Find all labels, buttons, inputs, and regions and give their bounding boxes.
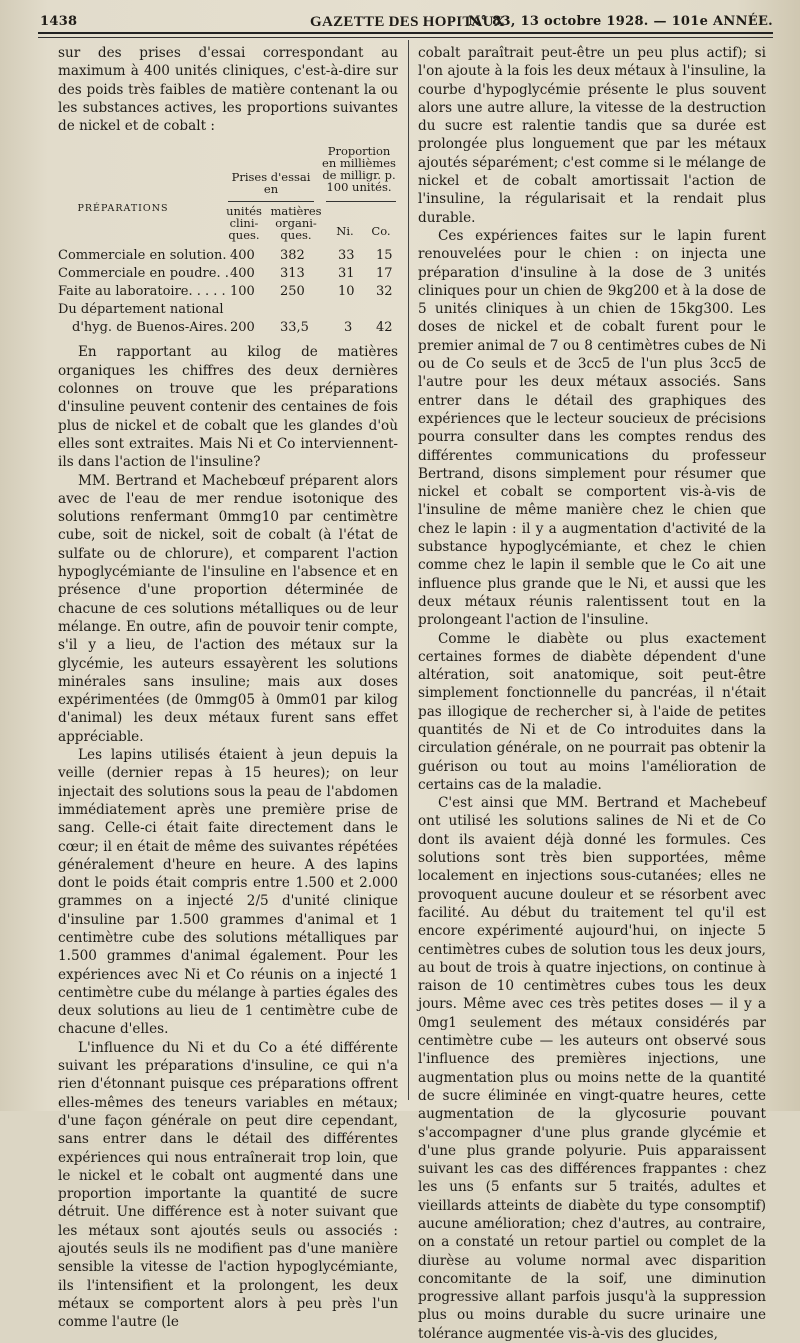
table-row — [58, 265, 398, 283]
paragraph: Comme le diabète ou plus exactement certaines formes de diabète dépendent d'une altération, soit anatomique, soit peut-être simplement fonctionnelle du pancréas, il n'était pas illogique de rechercher si, à l'aide de petites quantités de Ni et de Co introduites dans la circulation générale, on ne pourrait pas obtenir la guérison ou tout au moins l'amélioration de certains cas de la maladie. — [418, 630, 766, 793]
header-rule — [228, 201, 314, 202]
col-header-co: Co. — [371, 224, 391, 239]
row-ni: 33 — [338, 248, 355, 264]
row-matieres: 313 — [280, 266, 305, 282]
table-row — [58, 247, 398, 265]
row-name: Commerciale en solution. — [58, 248, 227, 264]
header-rule-thin — [38, 37, 773, 38]
paragraph: Ces expériences faites sur le lapin furent renouvelées pour le chien : on injecta une préparation d'insuline à la dose de 3 unités cliniques pour un chien de 9kg200 et à la dose de 5 unités cliniques à un chien de 15kg300. Les doses de nickel et de cobalt furent pour le premier animal de 7 ou 8 centimètres cubes de Ni ou de Co seuls et de 3cc5 de l'un plus 3cc5 de l'autre pour les deux métaux associés. Sans entrer dans le détail des graphiques des expériences que le lecteur soucieux de précisions pourra consulter dans les comptes rendus des différentes communications du professeur Bertrand, disons simplement pour résumer que nickel et cobalt se comportent vis-à-vis de l'insuline de même manière chez le chien que chez le lapin : il y a augmentation d'activité de la substance hypoglycémiante, et chez le chien comme chez le lapin il semble que le Co ait une influence plus grande que le Ni, et aussi que les deux métaux réunis ralentissent tout en la prolongeant l'action de l'insuline. — [418, 227, 766, 629]
page-number: 1438 — [40, 14, 78, 29]
row-name: Faite au laboratoire. . . . . — [58, 284, 226, 300]
nickel-cobalt-table — [58, 141, 398, 336]
left-column — [58, 44, 398, 1332]
table-row — [58, 283, 398, 301]
paragraph: Les lapins utilisés étaient à jeun depuis la veille (dernier repas à 15 heures); on leur injectait des solutions sous la peau de l'abdomen immédiatement après une première prise de sang. Celle-ci était faite directement dans le cœur; il en était de même des suivantes répétées généralement d'heure en heure. A des lapins dont le poids était compris entre 1.500 et 2.000 grammes on a injecté 2/5 d'unité clinique d'insuline par 1.500 grammes d'animal et 1 centimètre cube des solutions métalliques par 1.500 grammes d'animal également. Pour les expériences avec Ni et Co réunis on a injecté 1 centimètre cube du mélange à parties égales des deux solutions au lieu de 1 centimètre cube de chacune d'elles. — [58, 747, 398, 1038]
row-matieres: 382 — [280, 248, 305, 264]
row-unites: 400 — [230, 266, 255, 282]
header-rule — [38, 32, 773, 34]
col-header-ni: Ni. — [336, 224, 354, 239]
paragraph: En rapportant au kilog de matières organiques les chiffres des deux dernières colonnes on trouve que les préparations d'insuline peuvent contenir des centaines de fois plus de nickel et de cobalt que les glandes d'où elles sont extraites. Mais Ni et Co interviennent-ils dans l'action de l'insuline? — [58, 344, 398, 471]
row-matieres: 250 — [280, 284, 305, 300]
row-unites: 400 — [230, 248, 255, 264]
row-name: Du département national — [58, 302, 224, 318]
row-name: d'hyg. de Buenos-Aires. — [72, 320, 228, 336]
row-ni: 31 — [338, 266, 355, 282]
row-name: Commerciale en poudre. . — [58, 266, 229, 282]
issue-info: N° 83, 13 octobre 1928. — 101e ANNÉE. — [468, 14, 773, 29]
col-header-preparations: PRÉPARATIONS — [77, 203, 169, 215]
row-co: 32 — [376, 284, 393, 300]
table-row — [58, 319, 398, 337]
column-divider — [408, 40, 409, 1100]
intro-paragraph: sur des prises d'essai correspondant au maximum à 400 unités cliniques, c'est-à-dire sur des poids très faibles de matière contenant la ou les substances actives, les proportions suivantes de nickel et de cobalt : — [58, 45, 398, 135]
row-co: 15 — [376, 248, 393, 264]
page-header — [38, 8, 773, 34]
col-header-matieres: matières organi- ques. — [270, 204, 322, 243]
publication-title: GAZETTE DES HOPITAUX — [310, 14, 505, 30]
row-ni: 10 — [338, 284, 355, 300]
row-ni: 3 — [344, 320, 353, 336]
header-rule — [326, 201, 396, 202]
col-header-proportion: Proportion en millièmes de milligr. p. 100 unités. — [322, 144, 396, 195]
paragraph: cobalt paraîtrait peut-être un peu plus actif); si l'on ajoute à la fois les deux métaux à l'insuline, la courbe d'hypoglycémie présente le plus souvent alors une autre allure, la vitesse de la destruction du sucre est ralentie tandis que sa durée est prolongée plus longuement que par les métaux ajoutés séparément; c'est comme si le mélange de nickel et de cobalt amortissait l'action de l'insuline, la régularisait et la rendait plus durable. — [418, 45, 766, 226]
paragraph: L'influence du Ni et du Co a été différente suivant les préparations d'insuline, ce qui n'a rien d'étonnant puisque ces préparations offrent elles-mêmes des teneurs variables en métaux; d'une façon générale on peut dire cependant, sans entrer dans le détail des différentes expériences qui nous entraînerait trop loin, que le nickel et le cobalt ont augmenté dans une proportion importante la quantité de sucre détruit. Une différence est à noter suivant que les métaux sont ajoutés seuls ou associés : ajoutés seuls ils ne modifient pas d'une manière sensible la vitesse de l'action hypoglycémiante, ils l'intensifient et la prolongent, les deux métaux se comportent alors à peu près l'un comme l'autre (le — [58, 1039, 398, 1331]
row-unites: 100 — [230, 284, 255, 300]
right-column — [418, 44, 766, 1343]
row-co: 17 — [376, 266, 393, 282]
row-matieres: 33,5 — [280, 320, 309, 336]
paragraph: MM. Bertrand et Machebœuf préparent alors avec de l'eau de mer rendue isotonique des solutions renfermant 0mmg10 par centimètre cube, soit de nickel, soit de cobalt (à l'état de sulfate ou de chlorure), et comparent l'action hypoglycémiante de l'insuline en l'absence et en présence d'une proportion déterminée de chacune de ces solutions métalliques ou de leur mélange. En outre, afin de pouvoir tenir compte, s'il y a lieu, de l'action des métaux sur la glycémie, les auteurs essayèrent les solutions minérales sans insuline; mais aux doses expérimentées (de 0mmg05 à 0mm01 par kilog d'animal) les deux métaux furent sans effet appréciable. — [58, 472, 398, 745]
row-co: 42 — [376, 320, 393, 336]
paragraph: C'est ainsi que MM. Bertrand et Machebeuf ont utilisé les solutions salines de Ni et de Co dont ils avaient déjà donné les formules. Ces solutions sont très bien supportées, même localement en injections sous-cutanées; elles ne provoquent aucune douleur et se résorbent avec facilité. Au début du traitement tel qu'il est encore expérimenté aujourd'hui, on injecte 5 centimètres cubes de solution tous les deux jours, au bout de trois à quatre injections, on continue à raison de 10 centimètres cubes tous les deux jours. Même avec ces très petites doses — il y a 0mg1 seulement des métaux considérés par centimètre cube — les auteurs ont observé sous l'influence des premières injections, une augmentation plus ou moins nette de la quantité de sucre éliminée en vingt-quatre heures, cette augmentation de la glycosurie pouvant s'accompagner d'une plus grande glycémie et d'une plus grande polyurie. Puis apparaissent suivant les cas des différences frappantes : chez les uns (5 enfants sur 5 traités, adultes et vieillards atteints de diabète du type consomptif) aucune amélioration; chez d'autres, au contraire, on a constaté un retour partiel ou complet de la diurèse au volume normal avec disparition concomitante de la soif, une diminution progressive allant parfois jusqu'à la suppression plus ou moins durable du sucre urinaire une tolérance augmentée vis-à-vis des glucides, — [418, 795, 766, 1342]
table-row — [58, 301, 398, 319]
col-header-unites: unités clini- ques. — [226, 204, 262, 243]
col-header-prises: Prises d'essai en — [231, 170, 311, 197]
row-unites: 200 — [230, 320, 255, 336]
